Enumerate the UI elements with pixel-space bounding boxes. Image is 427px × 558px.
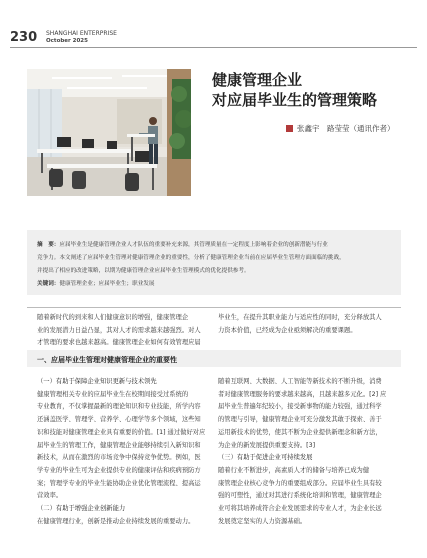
keywords-label: 关键词： bbox=[37, 281, 60, 287]
abstract-line-2: 竞争力。本文阐述了应届毕业生管理对健康管理企业的重要性，分析了健康管理企业当前在应届毕业生管理方面面临的挑战， bbox=[37, 255, 345, 261]
authors: 张鑫宇 路莹莹（通讯作者） bbox=[297, 124, 395, 133]
abstract-label: 摘 要： bbox=[37, 242, 60, 248]
right-column: 随着互联网、大数据、人工智能等新技术的不断升级，消费 者对健康管理服务的要求越来越高，且越来越多元化。[2] 应 届毕业生普遍年纪较小，接受新事物的能力较强，通过科学 的管理与引导，健康管理企业可充分激发其敢于探索、善于 运用新技术的优势，使其不断为企业提供新理念和新方法， 为企业的新发展提供重要支持。[3] （三）有助于促进企业可持续发展 随着行业不断进步，高素质人才的储备与培养已成为健 康管理企业核心竞争力的重要组成部分。应届毕业生具有较 强的可塑性，通过对其进行系统化培训和管理，健康管理企 业可将其培养成符合企业发展需求的专业人才，为企业长远 发展奠定坚实的人力资源基础。 bbox=[218, 376, 403, 528]
issue-date: October 2025 bbox=[46, 38, 88, 44]
header-rule bbox=[10, 47, 417, 48]
intro-right: 毕业生，在提升其职业能力与适应性的同时，充分释放其人 力资本价值，已经成为企业亟须解决的重要课题。 bbox=[218, 314, 382, 334]
subheading-3: （三）有助于促进企业可持续发展 bbox=[218, 454, 313, 462]
subheading-2: （二）有助于增强企业创新能力 bbox=[37, 505, 126, 513]
abstract-line-1: 摘 要：应届毕业生是健康管理企业人才队伍的重要补充来源，其管理质量在一定程度上影响着企业的创新潜能与行业 bbox=[37, 242, 328, 248]
article-title-line1: 健康管理企业 bbox=[212, 71, 303, 89]
author-marker-icon bbox=[286, 125, 293, 132]
author-line bbox=[286, 123, 395, 134]
abstract-divider bbox=[27, 307, 401, 308]
page-number: 230 bbox=[10, 30, 38, 45]
intro-left: 随着新时代的到来和人们健康意识的增强，健康管理企 业的发展潜力日益凸显，其对人才的需求越来越强烈。对人 才管理的要求也越来越高。健康管理企业如何有效管理应届 bbox=[37, 314, 201, 347]
keywords bbox=[37, 279, 155, 287]
abstract-line-3: 并提出了相应的改进策略，以期为健康管理企业应届毕业生管理模式的优化提供参考。 bbox=[37, 268, 250, 274]
office-photo bbox=[27, 69, 191, 196]
article-title-line2: 对应届毕业生的管理策略 bbox=[212, 91, 378, 109]
section-heading: 一、应届毕业生管理对健康管理企业的重要性 bbox=[37, 356, 177, 364]
abstract bbox=[37, 239, 393, 278]
keywords-text: 健康管理企业；应届毕业生；职业发展 bbox=[59, 281, 155, 287]
subheading-1: （一）有助于保障企业知识更新与技术领先 bbox=[37, 378, 157, 385]
publication-name: SHANGHAI ENTERPRISE bbox=[46, 30, 117, 37]
left-column: （一）有助于保障企业知识更新与技术领先 健康管理相关专业的应届毕业生在校期间接受过系统的 专业教育，不仅掌握最新的理论知识和专业技能，所学内容 还涵盖医学、管理学、营养学、心理学等多个领域，这些知 识和技能对健康管理企业具有重要的价值。[1] 通过做好对应 届毕业生的管理工作，健康管理企业能够持续引入新知识和 新技术，从而在激烈的市场竞争中保持竞争优势。例如，医 学专业的毕业生可为企业提供专业的健康评估和疾病预防方 案；管理学专业的毕业生能协助企业优化管理流程、提高运 营效率。 （二）有助于增强企业创新能力 在健康管理行业，创新是推动企业持续发展的重要动力。 bbox=[37, 376, 215, 528]
